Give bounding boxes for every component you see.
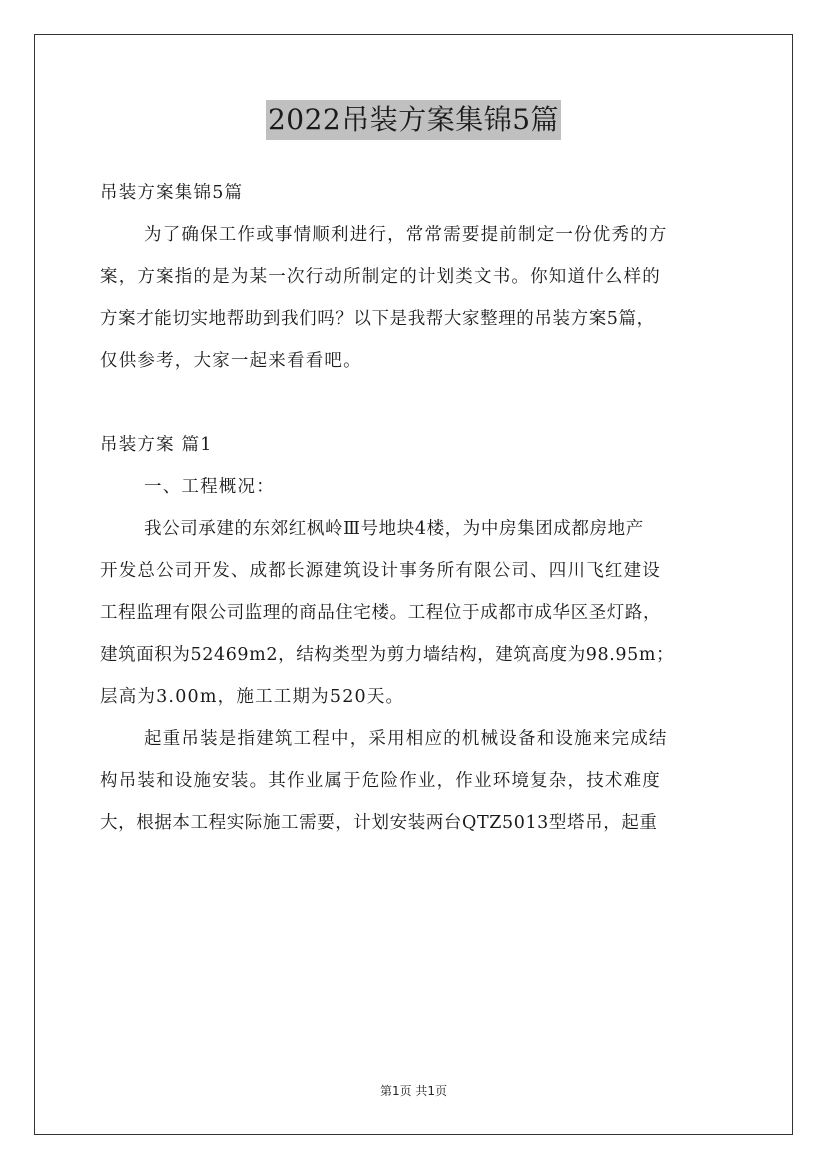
subsection-heading: 一、工程概况： bbox=[144, 477, 275, 497]
paragraph-line: 为了确保工作或事情顺利进行，常常需要提前制定一份优秀的方 bbox=[144, 225, 668, 245]
document-title: 2022吊装方案集锦5篇 bbox=[266, 100, 561, 140]
spacer bbox=[100, 382, 732, 424]
paragraph-line: 我公司承建的东郊红枫岭Ⅲ号地块4楼，为中房集团成都房地产 bbox=[144, 519, 644, 539]
page-footer: 第1页 共1页 bbox=[379, 1084, 448, 1098]
paragraph-line: 起重吊装是指建筑工程中，采用相应的机械设备和设施来完成结 bbox=[144, 729, 668, 749]
document-body bbox=[100, 172, 732, 844]
paragraph-line: 开发总公司开发、成都长源建筑设计事务所有限公司、四川飞红建设 bbox=[100, 561, 661, 581]
paragraph-line: 方案才能切实地帮助到我们吗？以下是我帮大家整理的吊装方案5篇， bbox=[100, 309, 655, 329]
paragraph-line: 构吊装和设施安装。其作业属于危险作业，作业环境复杂，技术难度 bbox=[100, 771, 661, 791]
section-heading: 吊装方案 篇1 bbox=[100, 435, 213, 455]
title-container bbox=[0, 100, 827, 140]
paragraph-line: 案，方案指的是为某一次行动所制定的计划类文书。你知道什么样的 bbox=[100, 267, 661, 287]
paragraph-line: 层高为3.00m，施工工期为520天。 bbox=[100, 687, 405, 707]
paragraph-line: 大，根据本工程实际施工需要，计划安装两台QTZ5013型塔吊，起重 bbox=[100, 813, 658, 833]
paragraph-line: 工程监理有限公司监理的商品住宅楼。工程位于成都市成华区圣灯路， bbox=[100, 603, 662, 623]
paragraph-line: 建筑面积为52469m2，结构类型为剪力墙结构，建筑高度为98.95m； bbox=[100, 645, 675, 665]
paragraph-line: 仅供参考，大家一起来看看吧。 bbox=[100, 351, 362, 371]
subtitle-line: 吊装方案集锦5篇 bbox=[100, 183, 244, 203]
